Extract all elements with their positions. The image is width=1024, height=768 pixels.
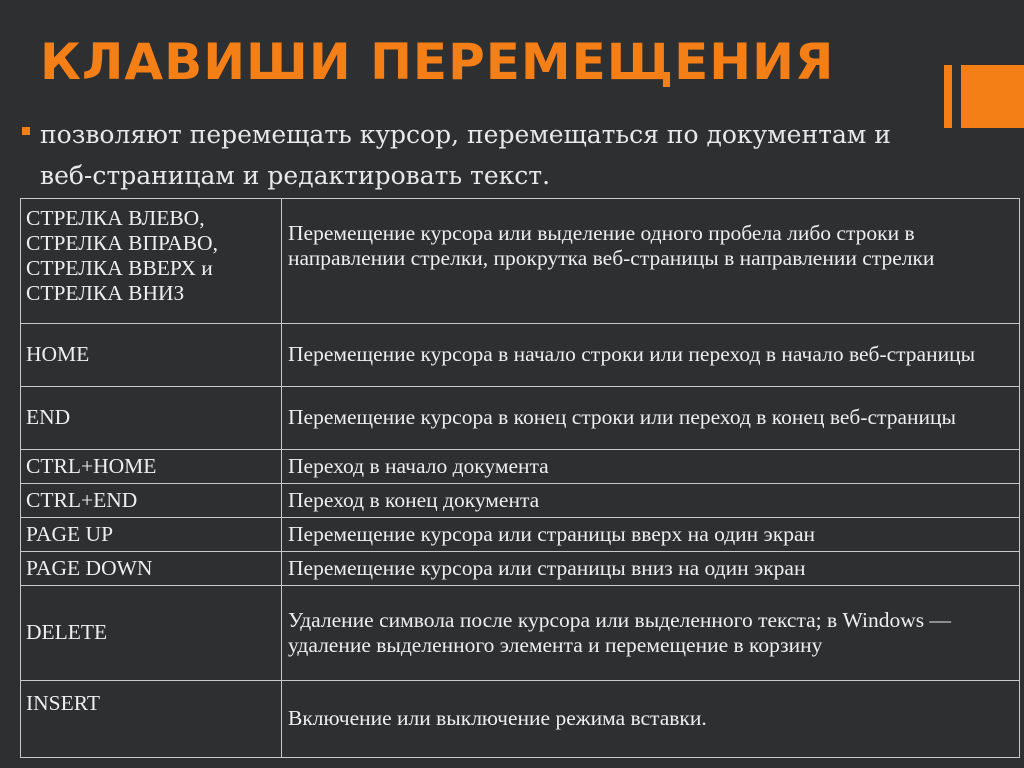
shortcut-table [20, 198, 1020, 758]
table-row [21, 518, 1020, 552]
key-cell: INSERT [21, 681, 282, 758]
table-row [21, 324, 1020, 387]
key-cell: СТРЕЛКА ВЛЕВО, СТРЕЛКА ВПРАВО, СТРЕЛКА ВВЕРХ и СТРЕЛКА ВНИЗ [21, 199, 282, 324]
slide-title: КЛАВИШИ ПЕРЕМЕЩЕНИЯ [40, 33, 835, 91]
key-cell: CTRL+END [21, 484, 282, 518]
bullet-square-icon [22, 127, 30, 135]
description-cell: Перемещение курсора в начало строки или переход в начало веб-страницы [282, 324, 1020, 387]
table-row [21, 586, 1020, 681]
description-cell: Перемещение курсора в конец строки или переход в конец веб-страницы [282, 387, 1020, 450]
key-cell: PAGE DOWN [21, 552, 282, 586]
description-cell: Переход в конец документа [282, 484, 1020, 518]
table-row [21, 681, 1020, 758]
description-cell: Перемещение курсора или страницы вниз на один экран [282, 552, 1020, 586]
intro-text: позволяют перемещать курсор, перемещаться по документам и веб-страницам и редактировать текст. [40, 120, 891, 190]
description-cell: Перемещение курсора или выделение одного пробела либо строки в направлении стрелки, прокрутка веб-страницы в направлении стрелки [282, 199, 1020, 324]
key-cell: END [21, 387, 282, 450]
table-row [21, 552, 1020, 586]
table-row [21, 199, 1020, 324]
description-cell: Включение или выключение режима вставки. [282, 681, 1020, 758]
description-cell: Удаление символа после курсора или выделенного текста; в Windows — удаление выделенного элемента и перемещение в корзину [282, 586, 1020, 681]
table-row [21, 387, 1020, 450]
table-row [21, 484, 1020, 518]
accent-bar-decoration [944, 65, 952, 128]
table-row [21, 450, 1020, 484]
key-cell: HOME [21, 324, 282, 387]
key-cell: DELETE [21, 586, 282, 681]
description-cell: Переход в начало документа [282, 450, 1020, 484]
accent-block-decoration [961, 65, 1024, 128]
description-cell: Перемещение курсора или страницы вверх на один экран [282, 518, 1020, 552]
key-cell: CTRL+HOME [21, 450, 282, 484]
key-cell: PAGE UP [21, 518, 282, 552]
